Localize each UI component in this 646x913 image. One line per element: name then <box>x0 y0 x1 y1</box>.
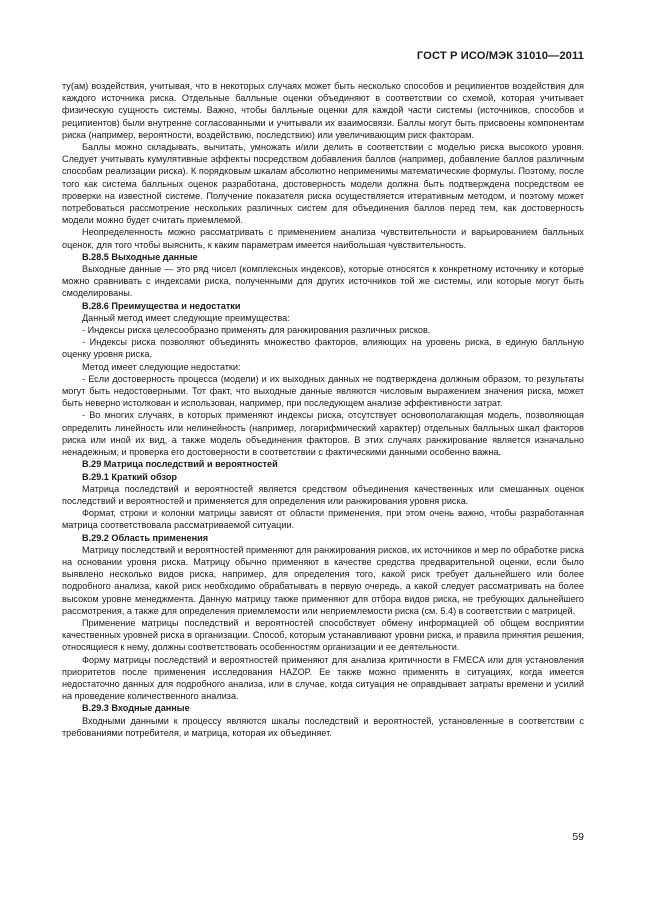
paragraph: ту(ам) воздействия, учитывая, что в некоторых случаях может быть несколько способов и реципиентов воздействия для каждого источника риска. Отдельные балльные оценки объединяют в соответствии со схемой, которая учитывает физическую сущность системы. Важно, чтобы балльные оценки для каждой части системы (источников, способов и реципиентов) были внутренне согласованными и учитывали их взаимосвязи. Баллы могут быть присвоены компонентам риска (например, вероятности, воздействию, последствию) или увеличивающим риск факторам. <box>62 81 584 140</box>
paragraph: Выходные данные — это ряд чисел (комплексных индексов), которые относятся к конкретному источнику и которые можно сравнивать с индексами риска, полученными для других источников той же системы, или которые могут быть смоделированы. <box>62 264 584 299</box>
list-item: - Индексы риска позволяют объединять множество факторов, влияющих на уровень риска, в единую балльную оценку уровня риска. <box>62 337 584 360</box>
page-number: 59 <box>572 831 584 843</box>
paragraph: Матрицу последствий и вероятностей применяют для ранжирования рисков, их источников и мер по обработке риска на основании уровня риска. Матрицу обычно применяют в качестве средства предварительной оценки, если было выявлено несколько видов риска, например, для определения того, какой риск требует дальнейшего или более подробного анализа, какой риск необходимо обрабатывать в первую очередь, а какой следует рассматривать на более высоком уровне менеджмента. Данную матрицу также применяют для отбора видов риска, не требующих дальнейшего рассмотрения, а также для определения приемлемости или неприемлемости риска (см. 5.4) в соответствии с матрицей. <box>62 544 584 616</box>
section-heading: В.29.1 Краткий обзор <box>82 471 177 482</box>
section-heading: В.29.2 Область применения <box>82 532 209 543</box>
paragraph: Входными данными к процессу являются шкалы последствий и вероятностей, установленные в соответствии с требованиями потребителя, и матрица, которая их объединяет. <box>62 715 584 738</box>
paragraph: Матрица последствий и вероятностей является средством объединения качественных или смешанных оценок последствий и вероятностей и применяется для определения или ранжирования уровня риска. <box>62 483 584 506</box>
paragraph: Баллы можно складывать, вычитать, умножать и/или делить в соответствии с моделью риска высокого уровня. Следует учитывать кумулятивные эффекты посредством добавления баллов (например, добавление баллов различным способам реализации риска). К порядковым шкалам абсолютно неприменимы математические формулы. Поэтому, после того как система балльных оценок разработана, достоверность модели должна быть подтверждена посредством ее проверки на известной системе. Получение показателя риска осуществляется итеративным методом, и поэтому может потребоваться рассмотрение нескольких различных систем для объединения баллов перед тем, как достоверность модели можно будет считать приемлемой. <box>62 142 584 226</box>
list-item: - Во многих случаях, в которых применяют индексы риска, отсутствует основополагающая модель, позволяющая определить линейность или нелинейность (например, логарифмический характер) отдельных балльных шкал факторов риска или иной их вид, а также модель объединения факторов. В этих случаях ранжирование является изначально ненадежным, и проверка его достоверности в соответствии с фактическими данными особенно важна. <box>62 410 584 458</box>
paragraph: Метод имеет следующие недостатки: <box>82 361 241 372</box>
section-heading: В.29 Матрица последствий и вероятностей <box>82 459 278 470</box>
paragraph: Неопределенность можно рассматривать с применением анализа чувствительности и варьированием балльных оценок, для того чтобы выяснить, к каким параметрам имеется наибольшая чувствительность. <box>62 227 584 250</box>
standard-header: ГОСТ Р ИСО/МЭК 31010—2011 <box>416 50 584 62</box>
paragraph: Форму матрицы последствий и вероятностей применяют для анализа критичности в FMECA или для установления приоритетов после применения исследования HAZOP. Ее также можно применять в ситуациях, когда имеется недостаточно данных для подробного анализа, или в случае, когда ситуация не оправдывает затраты времени и усилий на проведение количественного анализа. <box>62 654 584 702</box>
body-text <box>62 80 584 739</box>
paragraph: Применение матрицы последствий и вероятностей способствует обмену информацией об общем восприятии качественных уровней риска в организации. Способ, которым устанавливают уровни риска, и правила принятия решения, относящиеся к нему, должны соответствовать особенностям организации и ее деятельности. <box>62 617 584 653</box>
section-heading: В.28.6 Преимущества и недостатки <box>82 300 241 311</box>
paragraph: Данный метод имеет следующие преимущества: <box>82 312 290 323</box>
paragraph: Формат, строки и колонки матрицы зависят от области применения, при этом очень важно, чтобы разработанная матрица соответствовала рассматриваемой ситуации. <box>62 508 584 531</box>
section-heading: В.28.5 Выходные данные <box>82 251 198 262</box>
list-item: - Индексы риска целесообразно применять для ранжирования различных рисков. <box>82 325 431 336</box>
list-item: - Если достоверность процесса (модели) и их выходных данных не подтверждена должным образом, то результаты могут быть недостоверными. Тот факт, что выходные данные являются числовым выражением значения риска, может быть неверно истолкован и использован, например, при последующем анализе эффективности затрат. <box>62 373 584 409</box>
section-heading: В.29.3 Входные данные <box>82 703 190 714</box>
